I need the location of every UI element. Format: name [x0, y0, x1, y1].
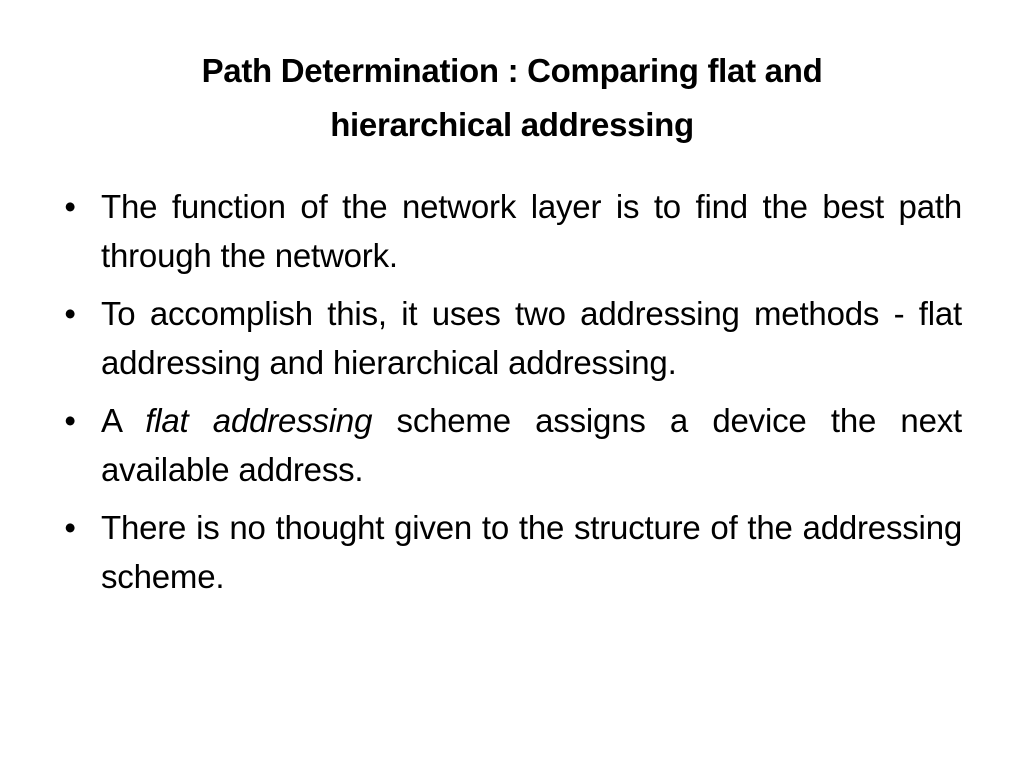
slide-title-line-1: Path Determination : Comparing flat and	[201, 52, 823, 89]
slide-title	[100, 44, 924, 152]
bullet-text: To accomplish this, it uses two addressing methods - flat addressing and hierarchical addressing.	[101, 295, 962, 381]
bullet-icon: •	[64, 188, 76, 225]
bullet-icon: •	[64, 509, 76, 546]
bullet-text-prefix: A	[101, 402, 146, 439]
bullet-item-flat-addressing	[60, 396, 962, 494]
bullet-item-no-structure	[60, 503, 962, 601]
bullet-text-suffix: scheme assigns a device the next available address.	[101, 402, 962, 488]
bullet-icon: •	[64, 402, 76, 439]
bullet-item-network-layer-function	[60, 182, 962, 280]
bullet-text: There is no thought given to the structure of the addressing scheme.	[101, 509, 962, 595]
bullet-text-emphasis: flat addressing	[145, 402, 373, 439]
bullet-text: The function of the network layer is to find the best path through the network.	[101, 188, 962, 274]
slide-title-line-2: hierarchical addressing	[330, 106, 694, 143]
bullet-item-addressing-methods	[60, 289, 962, 387]
bullet-icon: •	[64, 295, 76, 332]
bullet-list	[60, 182, 962, 610]
